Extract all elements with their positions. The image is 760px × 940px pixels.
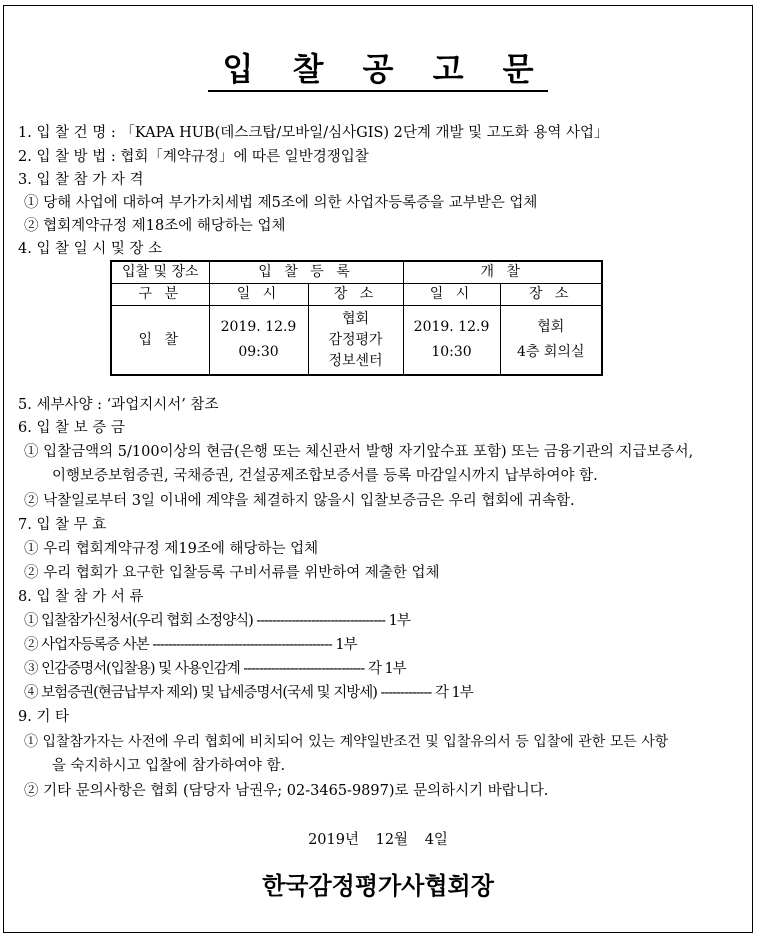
reg-time: 09:30 [238,344,279,360]
reg-place-line-2: 감정평가 [328,331,383,348]
section-6-heading: 6. 입 찰 보 증 금 [18,420,125,436]
reg-datetime-cell [209,306,308,376]
section-8-item-1: ① 입찰참가신청서(우리 협회 소정양식) --------------------------------- 1부 [24,613,410,629]
section-3-item-1: ① 당해 사업에 대하여 부가가치세법 제5조에 의한 사업자등록증을 교부받은 업체 [24,195,538,211]
section-1-bid-name: 1. 입 찰 건 명 : 「KAPA HUB(데스크탑/모바일/심사GIS) 2단계 개발 및 고도화 용역 사업」 [18,125,609,141]
section-3-heading: 3. 입 찰 참 가 자 격 [18,172,144,188]
reg-place-cell [308,306,403,376]
table-header-reg-place: 장 소 [308,284,403,306]
section-9-item-1: ① 입찰참가자는 사전에 우리 협회에 비치되어 있는 계약일반조건 및 입찰유의서 등 입찰에 관한 모든 사항 [24,734,669,750]
section-6-item-1-cont: 이행보증보험증권, 국채증권, 건설공제조합보증서를 등록 마감일시까지 납부하여야 함. [52,468,598,484]
section-8-item-3: ③ 인감증명서(입찰용) 및 사용인감계 ------------------------------- 각 1부 [24,661,406,677]
date-month: 12월 [375,832,409,848]
open-place-line-1: 협회 [537,319,565,335]
reg-date: 2019. 12.9 [220,319,297,335]
bid-schedule-table [110,260,603,376]
section-3-item-2: ② 협회계약규정 제18조에 해당하는 업체 [24,218,286,234]
table-header-opening: 개 찰 [403,261,602,284]
row-label: 입 찰 [111,306,209,376]
date-year: 2019년 [308,832,359,848]
reg-place-line-1: 협회 [341,310,370,327]
open-date: 2019. 12.9 [413,319,490,335]
notice-document [3,5,753,933]
date-day: 4일 [424,832,448,848]
section-8-item-2: ② 사업자등록증 사본 ---------------------------------------------- 1부 [24,637,357,653]
table-row [111,306,602,376]
open-time: 10:30 [431,344,472,360]
section-6-item-1: ① 입찰금액의 5/100이상의 현금(은행 또는 체신관서 발행 자기앞수표 포함) 또는 금융기관의 지급보증서, [24,444,694,460]
section-7-heading: 7. 입 찰 무 효 [18,517,107,533]
section-9-item-1-cont: 을 숙지하시고 입찰에 참가하여야 함. [52,758,286,774]
section-9-heading: 9. 기 타 [18,709,70,725]
section-8-heading: 8. 입 찰 참 가 서 류 [18,589,144,605]
reg-place-line-3: 정보센터 [328,352,383,369]
organization-name: 한국감정평가사협회장 [262,872,494,900]
open-place-line-2: 4층 회의실 [517,344,585,360]
section-8-item-4: ④ 보험증권(현금납부자 제외) 및 납세증명서(국세 및 지방세) ------------- 각 1부 [24,685,473,701]
table-header-open-place: 장 소 [500,284,602,306]
notice-date [4,828,752,849]
section-7-item-2: ② 우리 협회가 요구한 입찰등록 구비서류를 위반하여 제출한 업체 [24,565,440,581]
table-header-reg-datetime: 일 시 [209,284,308,306]
section-4-heading: 4. 입 찰 일 시 및 장 소 [18,241,163,257]
open-place-cell [500,306,602,376]
section-9-item-2: ② 기타 문의사항은 협회 (담당자 남권우; 02-3465-9897)로 문의하시기 바랍니다. [24,783,549,799]
table-header-bid-place: 입찰 및 장소 [111,261,209,284]
document-title: 입 찰 공 고 문 [4,44,752,90]
section-5-spec: 5. 세부사양 : ‘과업지시서’ 참조 [18,397,219,413]
table-header-registration: 입 찰 등 록 [209,261,403,284]
table-header-open-datetime: 일 시 [403,284,500,306]
section-2-bid-method: 2. 입 찰 방 법 : 협회「계약규정」에 따른 일반경쟁입찰 [18,149,369,165]
open-datetime-cell [403,306,500,376]
section-6-item-2: ② 낙찰일로부터 3일 이내에 계약을 체결하지 않을시 입찰보증금은 우리 협회에 귀속함. [24,493,575,509]
section-7-item-1: ① 우리 협회계약규정 제19조에 해당하는 업체 [24,541,319,557]
table-header-category: 구 분 [111,284,209,306]
